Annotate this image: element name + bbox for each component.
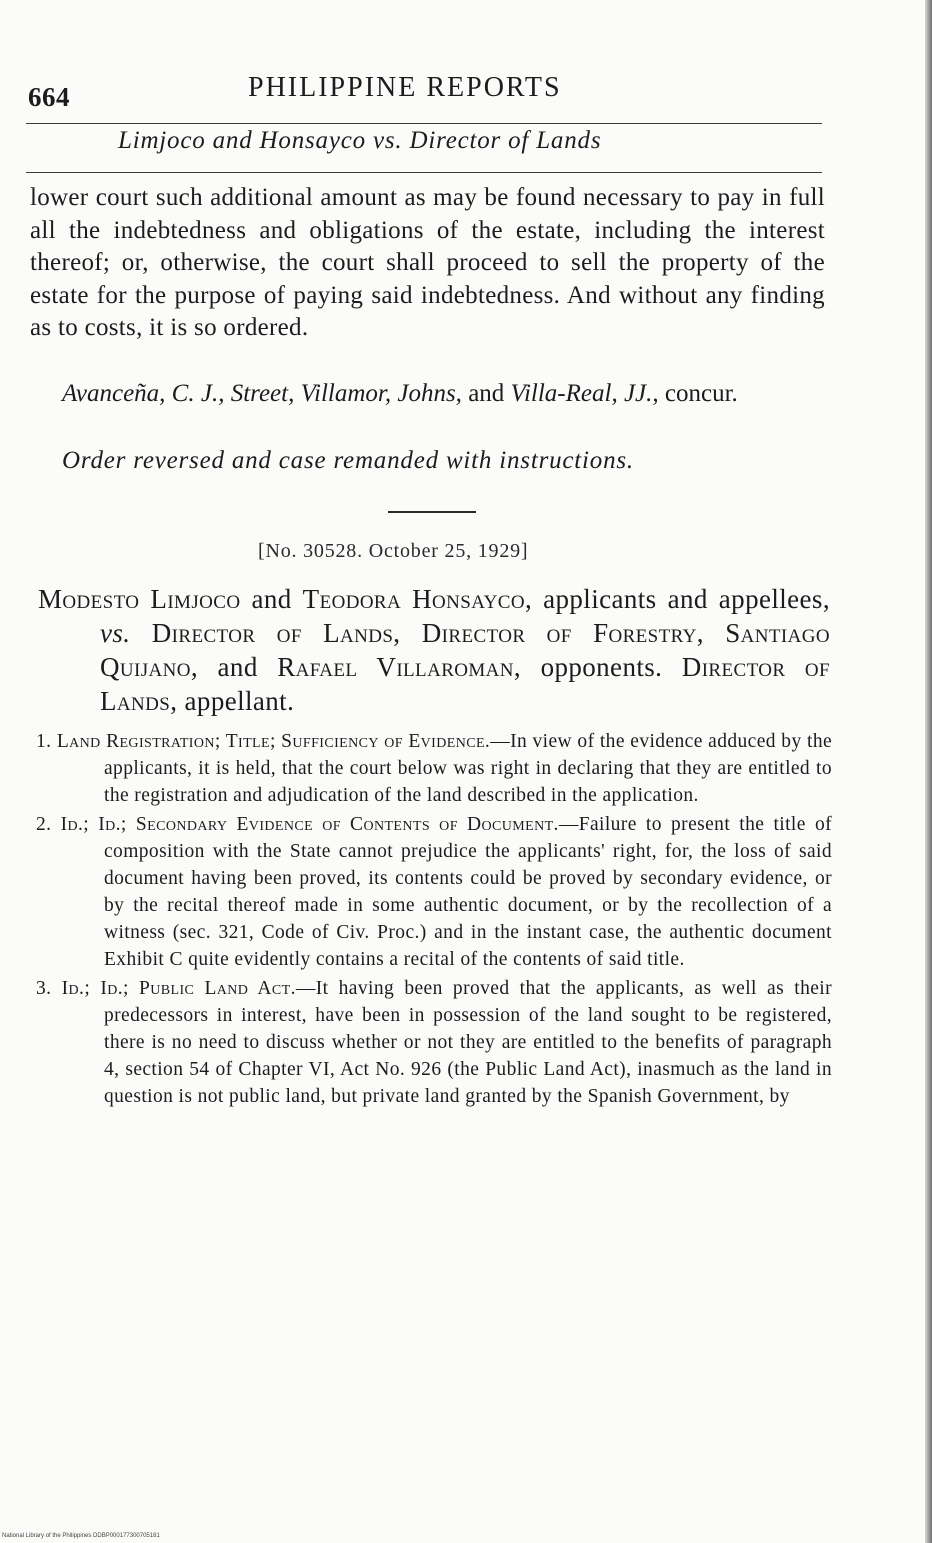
concur-and: and [468,380,505,407]
party-applicant-2: Teodora Honsayco [302,584,525,614]
party-role-opponents: opponents. [540,652,663,682]
party-opponent-last: Rafael Villaroman, [277,652,522,682]
parties-and-1: and [251,584,292,614]
case-number-date: [No. 30528. October 25, 1929] [258,540,529,562]
syllabus-heading: Id.; Id.; Secondary Evidence of Contents of Document. [60,814,559,835]
syllabus-text: —Failure to present the title of composition with the State cannot prejudice the applicants' right, for, the loss of said document having been proved, its contents could be proved by secondary evidence, or by the recital thereof made in some authentic document, or by the recollection of a witness (sec. 321, Code of Civ. Proc.) and in the instant case, the authentic document Exhibit C quite evidently contains a recital of the contents of said title. [104,814,832,970]
party-opponents: Director of Lands, Director of Forestry, Santiago Quijano, [100,618,831,682]
disposition: Order reversed and case remanded with instructions. [62,447,634,474]
party-applicant-1: Modesto Limjoco [38,584,241,614]
scan-footer-id: National Library of the Philippines DDBP000177300705181 [2,1533,160,1539]
page-number: 664 [28,82,70,112]
syllabus-number: 3. [36,978,52,999]
party-role-applicants: , applicants and appellees, [524,584,830,614]
case-parties [38,582,830,718]
party-role-appellant: appellant. [184,686,295,716]
syllabus-item [36,811,832,973]
header-rule-bottom [26,172,822,173]
decision-body [30,182,825,345]
parties-vs: vs. [100,618,131,648]
section-divider [388,511,476,513]
syllabus-number: 2. [36,814,52,835]
concur-last-justice: Villa-Real, JJ., [510,380,659,407]
concurrence-line [30,378,825,411]
syllabus-heading: Land Registration; Title; Sufficiency of Evidence. [56,731,491,752]
syllabus-heading: Id.; Id.; Public Land Act. [61,978,296,999]
syllabus-text: —In view of the evidence adduced by the applicants, it is held, that the court below was right in declaring that they are entitled to the registration and adjudication of the land described in the application. [104,731,833,806]
decision-paragraph: lower court such additional amount as may be found necessary to pay in full all the indebtedness and obligations of the estate, including the interest thereof; or, otherwise, the court shall proceed to sell the property of the estate for the purpose of paying said indebtedness. And without any finding as to costs, it is so ordered. [30,184,825,341]
case-title-heading: Limjoco and Honsayco vs. Director of Lands [118,127,602,154]
running-head: PHILIPPINE REPORTS [248,72,562,103]
page-edge-shadow [925,0,932,1543]
syllabus [36,728,832,1112]
syllabus-number: 1. [36,731,52,752]
syllabus-text: —It having been proved that the applicants, as well as their predecessors in interest, have been in possession of the land sought to be registered, there is no need to discuss whether or not they are entitled to the benefits of paragraph 4, section 54 of Chapter VI, Act No. 926 (the Public Land Act), inasmuch as the land in question is not public land, but private land granted by the Spanish Government, by [104,978,832,1107]
concur-word: concur. [664,380,738,407]
parties-and-2: and [217,652,258,682]
syllabus-item [36,975,832,1110]
syllabus-item [36,728,832,809]
concur-justices: Avanceña, C. J., Street, Villamor, Johns, [62,380,462,407]
party-appellant: Director of Lands, [100,652,830,716]
header-rule-top [26,123,822,124]
